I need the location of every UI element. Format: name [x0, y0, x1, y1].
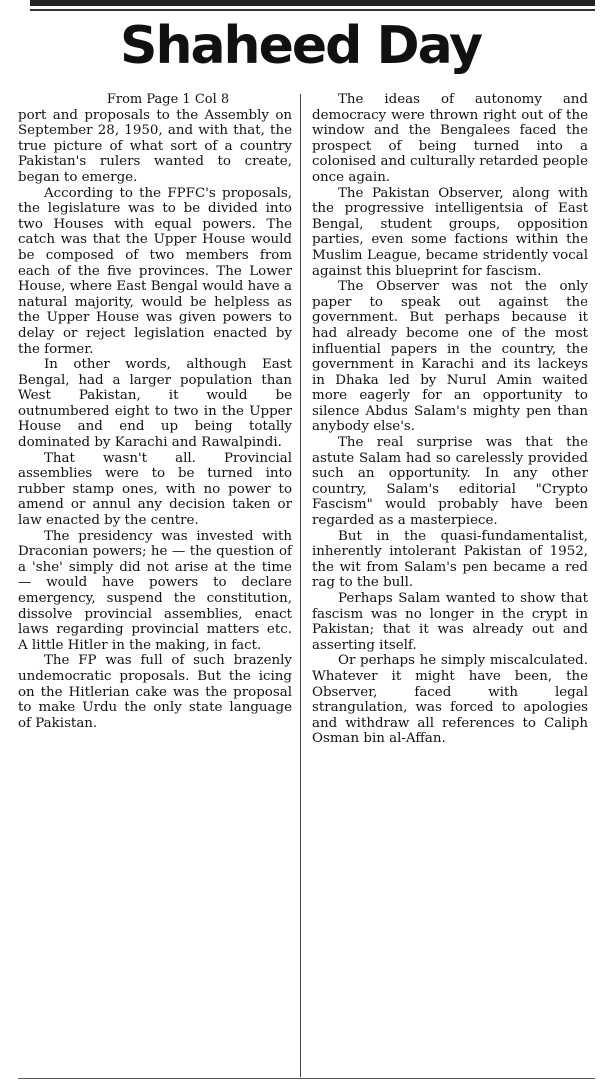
paragraph: port and proposals to the Assembly on September 28, 1950, and with that, the true picture of what sort of a country Pakistan's rulers wanted to create, began to emerge.: [18, 107, 292, 185]
paragraph: Or perhaps he simply miscalculated. Whatever it might have been, the Observer, faced with legal strangulation, was forced to apologies and withdraw all references to Caliph Osman bin al-Affan.: [312, 653, 588, 747]
paragraph: Perhaps Salam wanted to show that fascism was no longer in the crypt in Pakistan; that it was already out and asserting itself.: [312, 591, 588, 653]
bottom-rule: [18, 1078, 595, 1079]
headline: Shaheed Day: [120, 16, 481, 76]
right-column: [312, 92, 588, 747]
paragraph: According to the FPFC's proposals, the legislature was to be divided into two Houses with equal powers. The catch was that the Upper House would be composed of two members from each of the five provinces. The Lower House, where East Bengal would have a natural majority, would be helpless as the Upper House was given powers to delay or reject legislation enacted by the former.: [18, 185, 292, 357]
paragraph: The Observer was not the only paper to speak out against the government. But perhaps because it had already become one of the most influential papers in the country, the government in Karachi and its lackeys in Dhaka led by Nurul Amin waited more eagerly for an opportunity to silence Abdus Salam's mighty pen than anybody else's.: [312, 279, 588, 435]
paragraph: The real surprise was that the astute Salam had so carelessly provided such an opportunity. In any other country, Salam's editorial "Crypto Fascism" would probably have been regarded as a masterpiece.: [312, 435, 588, 529]
paragraph: The presidency was invested with Draconian powers; he — the question of a 'she' simply did not arise at the time — would have powers to declare emergency, suspend the constitution, dissolve provincial assemblies, enact laws regarding provincial matters etc. A little Hitler in the making, in fact.: [18, 528, 292, 653]
column-divider: [300, 94, 301, 1077]
left-column: [18, 92, 292, 731]
top-rule: [30, 0, 595, 6]
paragraph: The FP was full of such brazenly undemocratic proposals. But the icing on the Hitlerian cake was the proposal to make Urdu the only state language of Pakistan.: [18, 653, 292, 731]
paragraph: The Pakistan Observer, along with the progressive intelligentsia of East Bengal, student groups, opposition parties, even some factions within the Muslim League, became stridently vocal against this blueprint for fascism.: [312, 185, 588, 279]
paragraph: In other words, although East Bengal, had a larger population than West Pakistan, it would be outnumbered eight to two in the Upper House and end up being totally dominated by Karachi and Rawalpindi.: [18, 357, 292, 451]
paragraph: That wasn't all. Provincial assemblies were to be turned into rubber stamp ones, with no power to amend or annul any decision taken or law enacted by the centre.: [18, 450, 292, 529]
paragraph: But in the quasi-fundamentalist, inherently intolerant Pakistan of 1952, the wit from Salam's pen became a red rag to the bull.: [312, 528, 588, 591]
jump-line: From Page 1 Col 8: [106, 92, 230, 107]
paragraph: The ideas of autonomy and democracy were thrown right out of the window and the Bengalees faced the prospect of being turned into a colonised and culturally retarded people once again.: [312, 92, 588, 185]
